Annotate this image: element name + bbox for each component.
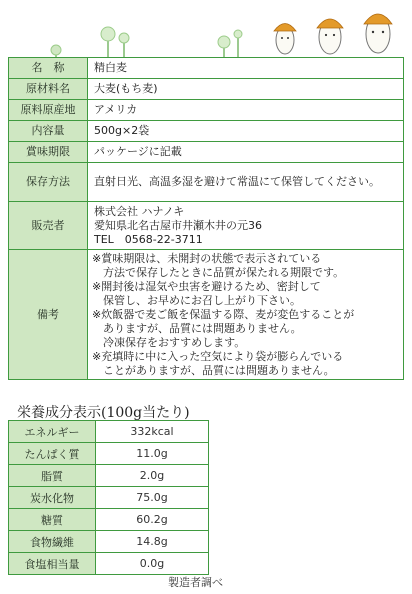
table-row [9,443,209,465]
spec-label: 保存方法 [9,163,88,202]
table-row [9,509,209,531]
table-row [9,79,404,100]
nutrient-label: 糖質 [9,509,96,531]
nutrient-label: 食物繊維 [9,531,96,553]
nutrient-value: 14.8g [96,531,209,553]
seller-address: 愛知県北名古屋市井瀬木井の元36 [94,218,262,232]
grain-mascot-icon [364,14,392,53]
table-row [9,142,404,163]
nutrient-value: 0.0g [96,553,209,575]
nutrition-source: 製造者調べ [168,576,223,589]
seller-company: 株式会社 ハナノキ [94,204,185,218]
product-spec-table [8,57,404,380]
note-line: ※賞味期限は、未開封の状態で表示されている [92,251,322,265]
grain-mascot-icon [274,24,296,55]
nutrient-label: 脂質 [9,465,96,487]
table-row [9,250,404,380]
table-row [9,531,209,553]
note-line: 冷凍保存をおすすめします。 [92,335,246,349]
nutrition-table [8,420,209,575]
table-row [9,58,404,79]
table-row [9,465,209,487]
nutrient-label: たんぱく質 [9,443,96,465]
nutrient-label: 炭水化物 [9,487,96,509]
table-row [9,487,209,509]
spec-label: 賞味期限 [9,142,88,163]
seller-info [88,202,404,250]
plant-icon [234,30,242,60]
nutrient-value: 60.2g [96,509,209,531]
nutrient-value: 332kcal [96,421,209,443]
nutrient-label: エネルギー [9,421,96,443]
note-line: ありますが、品質には問題ありません。 [92,321,302,335]
table-row [9,100,404,121]
nutrient-value: 11.0g [96,443,209,465]
spec-label: 備考 [9,250,88,380]
note-line: 方法で保存したときに品質が保たれる期限です。 [92,265,345,279]
nutrient-label: 食塩相当量 [9,553,96,575]
decorative-header [0,0,412,60]
table-row [9,553,209,575]
nutrient-value: 2.0g [96,465,209,487]
note-line: ことがありますが、品質には問題ありません。 [92,363,335,377]
grain-mascot-icon [317,19,343,54]
spec-label: 名 称 [9,58,88,79]
seller-phone: TEL 0568-22-3711 [94,232,203,246]
spec-value: 精白麦 [88,58,404,79]
table-row [9,121,404,142]
spec-value: アメリカ [88,100,404,121]
spec-value: 直射日光、高温多湿を避けて常温にて保管してください。 [88,163,404,202]
table-row [9,163,404,202]
notes-content [88,250,404,380]
table-row [9,421,209,443]
spec-label: 原材料名 [9,79,88,100]
spec-label: 販売者 [9,202,88,250]
nutrient-value: 75.0g [96,487,209,509]
spec-label: 内容量 [9,121,88,142]
table-row [9,202,404,250]
spec-value: 大麦(もち麦) [88,79,404,100]
note-line: 保管し、お早めにお召し上がり下さい。 [92,293,301,307]
plant-icon [119,33,129,60]
spec-value: 500g×2袋 [88,121,404,142]
plant-icon [101,27,115,60]
spec-value: パッケージに記載 [88,142,404,163]
note-line: ※炊飯器で麦ご飯を保温する際、麦が変色することが [92,307,355,321]
note-line: ※開封後は湿気や虫害を避けるため、密封して [92,279,321,293]
spec-label: 原料原産地 [9,100,88,121]
note-line: ※充填時に中に入った空気により袋が膨らんでいる [92,349,344,363]
nutrition-title: 栄養成分表示(100g当たり) [17,405,190,421]
